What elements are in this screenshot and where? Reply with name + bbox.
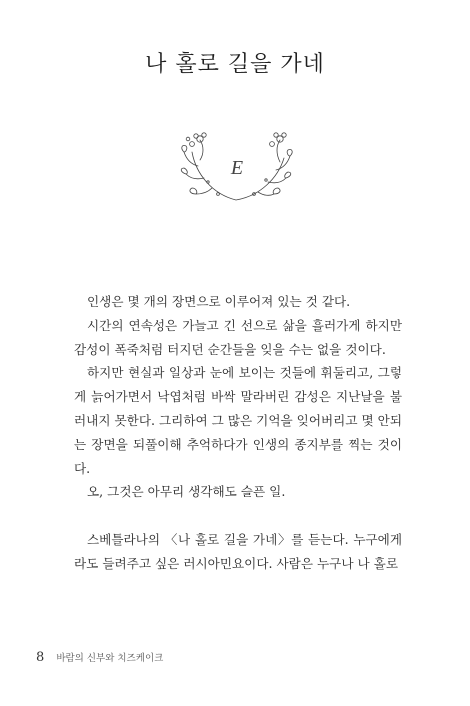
ornament-monogram: E <box>230 157 244 179</box>
page-footer <box>36 650 163 665</box>
paragraph: 시간의 연속성은 가늘고 긴 선으로 삶을 흘러가게 하지만 감성이 폭죽처럼 터지던 순간들을 잊을 수는 없을 것이다. <box>74 317 402 357</box>
paragraph: 인생은 몇 개의 장면으로 이루어져 있는 것 같다. <box>87 294 351 309</box>
paragraph: 하지만 현실과 일상과 눈에 보이는 것들에 휘둘리고, 그렇게 늙어가면서 낙엽처럼 바싹 말라버린 감성은 지난날을 불러내지 못한다. 그리하여 그 많은 기억을 잊어버리고 몇 안되는 장면을 되풀이해 추억하다가 인생의 종지부를 찍는 것이다. <box>74 365 403 476</box>
chapter-title: 나 홀로 길을 가네 <box>145 52 325 77</box>
body-text <box>74 290 402 576</box>
floral-ornament <box>178 130 296 206</box>
page-number: 8 <box>36 650 45 665</box>
running-title: 바람의 신부와 치즈케이크 <box>56 653 164 664</box>
paragraph: 스베틀라나의 〈나 홀로 길을 가네〉를 듣는다. 누구에게라도 들려주고 싶은 러시아민요이다. 사람은 누구나 나 홀로 <box>74 531 402 571</box>
paragraph: 오, 그것은 아무리 생각해도 슬픈 일. <box>87 484 286 500</box>
